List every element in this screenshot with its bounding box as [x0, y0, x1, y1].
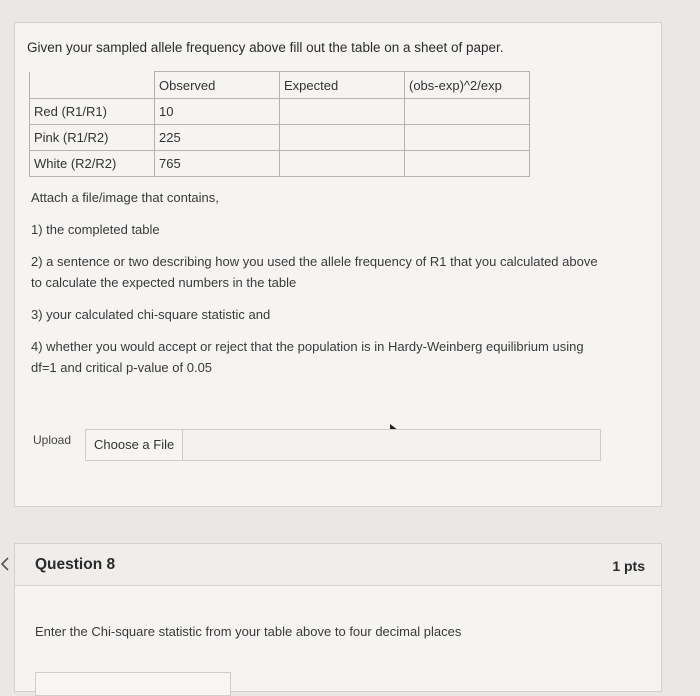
chi-value: [405, 151, 530, 177]
table-row: [30, 151, 530, 177]
table-header-cell: (obs-exp)^2/exp: [405, 72, 530, 99]
allele-frequency-table: [29, 71, 530, 177]
chi-value: [405, 99, 530, 125]
attach-intro: Attach a file/image that contains,: [31, 190, 219, 205]
instruction-item-3: 3) your calculated chi-square statistic and: [31, 307, 271, 322]
instruction-item-4-line-2: df=1 and critical p-value of 0.05: [31, 360, 213, 375]
question-title: Question 8: [35, 556, 116, 573]
instruction-item-4-line-1: 4) whether you would accept or reject that the population is in Hardy-Weinberg equilibrium using: [31, 339, 584, 354]
observed-value: 225: [155, 125, 280, 151]
question-points: 1 pts: [612, 558, 645, 574]
question-7-card: [14, 22, 662, 507]
expected-value: [280, 125, 405, 151]
expected-value: [280, 151, 405, 177]
upload-label: Upload: [33, 433, 72, 447]
chi-value: [405, 125, 530, 151]
question-8-header: [15, 544, 661, 586]
table-row: [30, 99, 530, 125]
previous-arrow-icon[interactable]: [0, 556, 10, 572]
row-label: Red (R1/R1): [30, 99, 155, 125]
table-header-row: [30, 72, 530, 99]
observed-value: 10: [155, 99, 280, 125]
choose-file-button[interactable]: Choose a File: [86, 430, 183, 460]
instruction-item-2-line-2: to calculate the expected numbers in the table: [31, 275, 297, 290]
chi-square-answer-input[interactable]: [35, 672, 231, 696]
table-header-cell: Observed: [155, 72, 280, 99]
table-header-cell: [30, 72, 155, 99]
row-label: White (R2/R2): [30, 151, 155, 177]
instruction-item-2-line-1: 2) a sentence or two describing how you used the allele frequency of R1 that you calculated above: [31, 254, 598, 269]
table-header-cell: Expected: [280, 72, 405, 99]
row-label: Pink (R1/R2): [30, 125, 155, 151]
question-8-card: [14, 543, 662, 692]
expected-value: [280, 99, 405, 125]
instruction-item-1: 1) the completed table: [31, 222, 160, 237]
observed-value: 765: [155, 151, 280, 177]
question-7-prompt: Given your sampled allele frequency above fill out the table on a sheet of paper.: [27, 40, 504, 55]
file-upload-field[interactable]: [85, 429, 601, 461]
question-8-prompt: Enter the Chi-square statistic from your table above to four decimal places: [35, 624, 462, 639]
table-row: [30, 125, 530, 151]
